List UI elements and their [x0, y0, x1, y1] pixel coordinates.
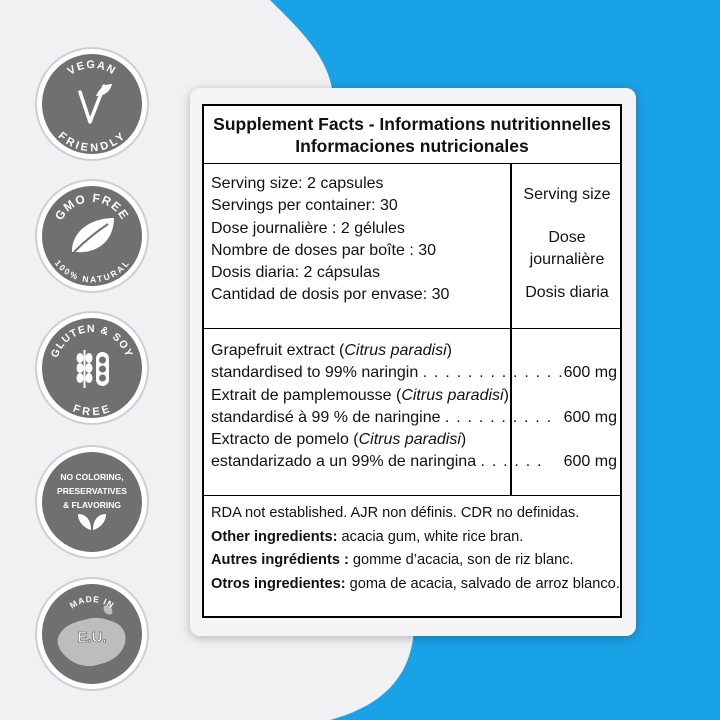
gmo-free-badge — [34, 178, 150, 294]
amount-es: 600 mg — [563, 453, 617, 471]
ingredient-fr-line-2: standardisé à 99 % de naringine . . . . . . . . . . 600 mg — [211, 407, 623, 429]
amount-en: 600 mg — [563, 364, 617, 382]
made-in-eu-badge — [34, 576, 150, 692]
gluten-soy-free-badge — [34, 310, 150, 426]
serving-section — [204, 164, 620, 329]
badge-top-text: VEGAN — [65, 58, 119, 78]
serving-line: Cantidad de dosis por envase: 30 — [211, 286, 450, 304]
badge-line-2: PRESERVATIVES — [57, 486, 127, 496]
facts-title-line-1: Supplement Facts - Informations nutritionnelles — [213, 114, 611, 134]
ingredient-en-line-2: standardised to 99% naringin . . . . . . . . . . . . . 600 mg — [211, 362, 623, 384]
badge-bottom-text: FREE — [71, 402, 113, 419]
ingredient-es-line-2: estandarizado a un 99% de naringina . . . . . . 600 mg — [211, 451, 623, 473]
no-coloring-badge — [34, 444, 150, 560]
badge-line-3: & FLAVORING — [63, 500, 121, 510]
facts-title-line-2: Informaciones nutricionales — [295, 136, 529, 156]
ingredient-en-line-1: Grapefruit extract (Citrus paradisi) — [211, 342, 452, 359]
other-ingredients-section — [204, 496, 620, 596]
serving-size-header: Serving size — [523, 186, 611, 203]
serving-line: Serving size: 2 capsules — [211, 175, 384, 192]
badge-bottom-text: 100% NATURAL — [52, 258, 132, 285]
badge-top-text: MADE IN — [67, 593, 117, 611]
serving-list — [211, 173, 449, 307]
supplement-facts-table — [202, 104, 622, 618]
badge-top-text: GLUTEN & SOY — [48, 322, 136, 360]
other-ingredients-es: Otros ingredientes: goma de acacia, salvado de arroz blanco. — [211, 575, 620, 592]
facts-title — [204, 106, 620, 164]
badge-bottom-text: E.U. — [77, 629, 107, 646]
dose-header-line-2: journalière — [529, 251, 605, 268]
serving-line: Servings per container: 30 — [211, 197, 398, 215]
amount-fr: 600 mg — [563, 408, 617, 426]
serving-line: Nombre de doses par boîte : 30 — [211, 241, 437, 259]
ingredient-list — [211, 340, 623, 474]
ingredient-es-line-1: Extracto de pomelo (Citrus paradisi) — [211, 431, 467, 449]
serving-line: Dose journalière : 2 gélules — [211, 219, 405, 237]
column-divider — [510, 164, 512, 328]
other-ingredients-fr: Autres ingrédients : gomme d’acacia, son de riz blanc. — [211, 552, 574, 569]
dosis-diaria-header: Dosis diaria — [525, 284, 609, 301]
ingredient-fr-line-1: Extrait de pamplemousse (Citrus paradisi) — [211, 386, 509, 404]
rda-note: RDA not established. AJR non définis. CDR no definidas. — [211, 505, 580, 521]
serving-line: Dosis diaria: 2 cápsulas — [211, 264, 380, 282]
badge-top-text: GMO FREE — [52, 190, 133, 223]
vegan-friendly-badge — [34, 46, 150, 162]
ingredients-section — [204, 329, 620, 496]
other-ingredients-en: Other ingredients: acacia gum, white rice bran. — [211, 528, 524, 545]
dose-header-line-1: Dose — [548, 229, 586, 246]
badge-line-1: NO COLORING, — [60, 472, 124, 482]
badge-bottom-text: FRIENDLY — [55, 129, 129, 155]
